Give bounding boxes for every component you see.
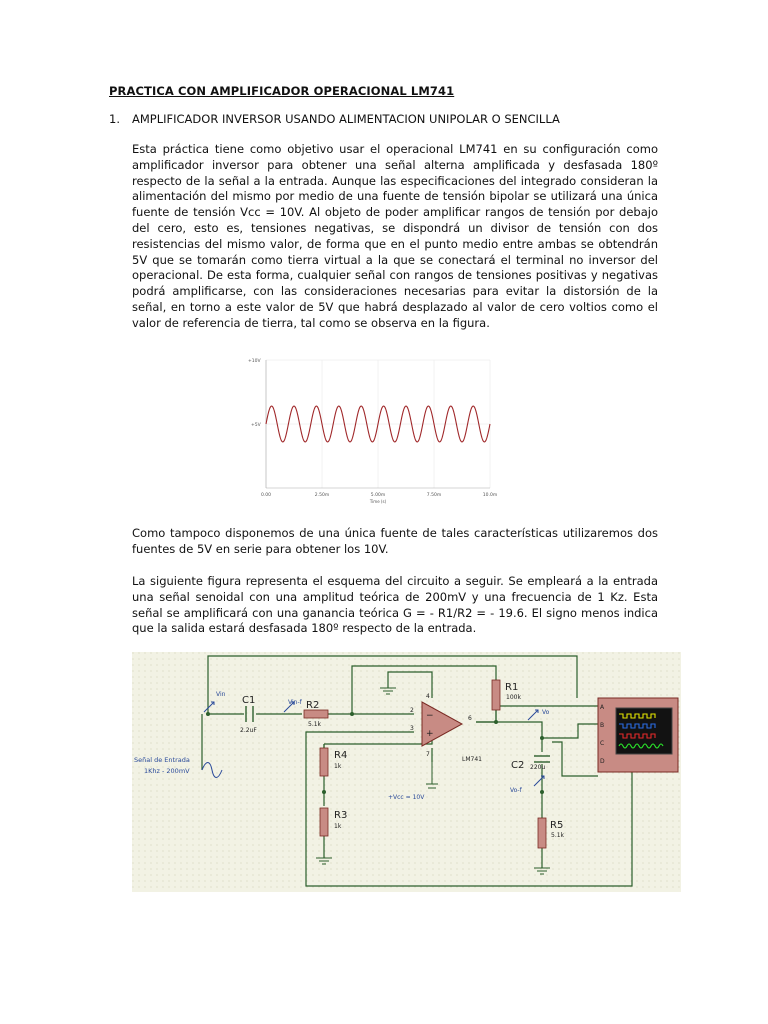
- r5-label: R5: [550, 820, 564, 831]
- pin-7: 7: [426, 751, 430, 758]
- scope-channel-b: B: [600, 722, 605, 729]
- x-tick-label: 10.0m: [482, 493, 498, 498]
- r3-label: R3: [334, 810, 348, 821]
- r1-label: R1: [505, 682, 519, 693]
- source-label: Señal de Entrada: [134, 756, 190, 764]
- paragraph-intro: Esta práctica tiene como objetivo usar el operacional LM741 en su configuración como amplificador inversor para obtener una señal alterna amplificada y desfasada 180º respecto de la señal a la entrada. Aunque las especificaciones del integrado consideran la alimentación del mismo por medio de una fuente de tensión bipolar se utilizará una única fuente de tensión Vcc = 10V. Al objeto de poder amplificar rangos de tensión por debajo del cero, esto es, tensiones negativas, se dispondrá un divisor de tensión con dos resistencias del mismo valor, de forma que en el punto medio entre ambas se obtendrán 5V que se tomarán como tierra virtual a la que se conectará el terminal no inversor del operacional. De esta forma, cualquier señal con rangos de tensiones positivas y negativas podrá amplificarse, con las consideraciones necesarias para evitar la distorsión de la señal, en torno a este valor de 5V que habrá desplazado al valor de cero voltios como el valor de referencia de tierra, tal como se observa en la figura.: [132, 142, 658, 330]
- section-heading: [109, 112, 560, 126]
- x-axis-label: Time (s): [369, 499, 387, 504]
- y-tick-label: +10V: [248, 359, 261, 364]
- circuit-schematic: [132, 652, 681, 892]
- y-tick-label: +5V: [251, 423, 261, 428]
- c2-label: C2: [511, 760, 525, 771]
- resistor-r4: [320, 748, 328, 776]
- r3-value: 1k: [334, 823, 342, 830]
- resistor-r3: [320, 808, 328, 836]
- r2-label: R2: [306, 700, 320, 711]
- pin-4: 4: [426, 693, 430, 700]
- vin-label: Vin: [216, 691, 226, 698]
- source-value: 1Khz - 200mV: [144, 767, 190, 775]
- r4-label: R4: [334, 750, 348, 761]
- resistor-r5: [538, 818, 546, 848]
- c1-label: C1: [242, 695, 256, 706]
- scope-channel-d: D: [600, 758, 605, 765]
- scope-channel-c: C: [600, 740, 605, 747]
- c2-value: 220u: [530, 764, 546, 771]
- section-title: AMPLIFICADOR INVERSOR USANDO ALIMENTACION UNIPOLAR O SENCILLA: [132, 112, 560, 126]
- x-tick-label: 5.00m: [370, 493, 386, 498]
- vinf-label: Vin-f: [288, 699, 302, 706]
- document-title: PRACTICA CON AMPLIFICADOR OPERACIONAL LM741: [109, 84, 455, 98]
- resistor-r1: [492, 680, 500, 710]
- section-number: 1.: [109, 112, 120, 126]
- r4-value: 1k: [334, 763, 342, 770]
- x-tick-label: 7.50m: [426, 493, 442, 498]
- c1-value: 2.2uF: [240, 727, 257, 734]
- vcc-label: +Vcc = 10V: [388, 794, 425, 801]
- vof-label: Vo-f: [510, 787, 522, 794]
- r2-value: 5.1k: [308, 721, 322, 728]
- scope-channel-a: A: [600, 704, 605, 711]
- opamp-label: LM741: [462, 756, 482, 763]
- pin-6: 6: [468, 715, 472, 722]
- x-tick-label: 0.00: [260, 493, 272, 498]
- r1-value: 100k: [506, 694, 521, 701]
- pin-2: 2: [410, 707, 414, 714]
- paragraph-sources: Como tampoco disponemos de una única fuente de tales características utilizaremos dos fuentes de 5V en serie para obtener los 10V.: [132, 526, 658, 556]
- sine-wave-chart: [246, 352, 510, 510]
- svg-text:−: −: [426, 711, 434, 721]
- r5-value: 5.1k: [551, 832, 565, 839]
- paragraph-circuit: La siguiente figura representa el esquema del circuito a seguir. Se empleará a la entrada una señal senoidal con una amplitud teórica de 200mV y una frecuencia de 1 Kz. Esta señal se amplificará con una ganancia teórica G = - R1/R2 = - 19.6. El signo menos indica que la salida estará desfasada 180º respecto de la entrada.: [132, 574, 658, 636]
- svg-text:+: +: [426, 729, 434, 739]
- pin-3: 3: [410, 725, 414, 732]
- oscilloscope: [598, 698, 678, 772]
- resistor-r2: [304, 710, 328, 718]
- x-tick-label: 2.50m: [314, 493, 330, 498]
- vo-label: Vo: [542, 709, 550, 716]
